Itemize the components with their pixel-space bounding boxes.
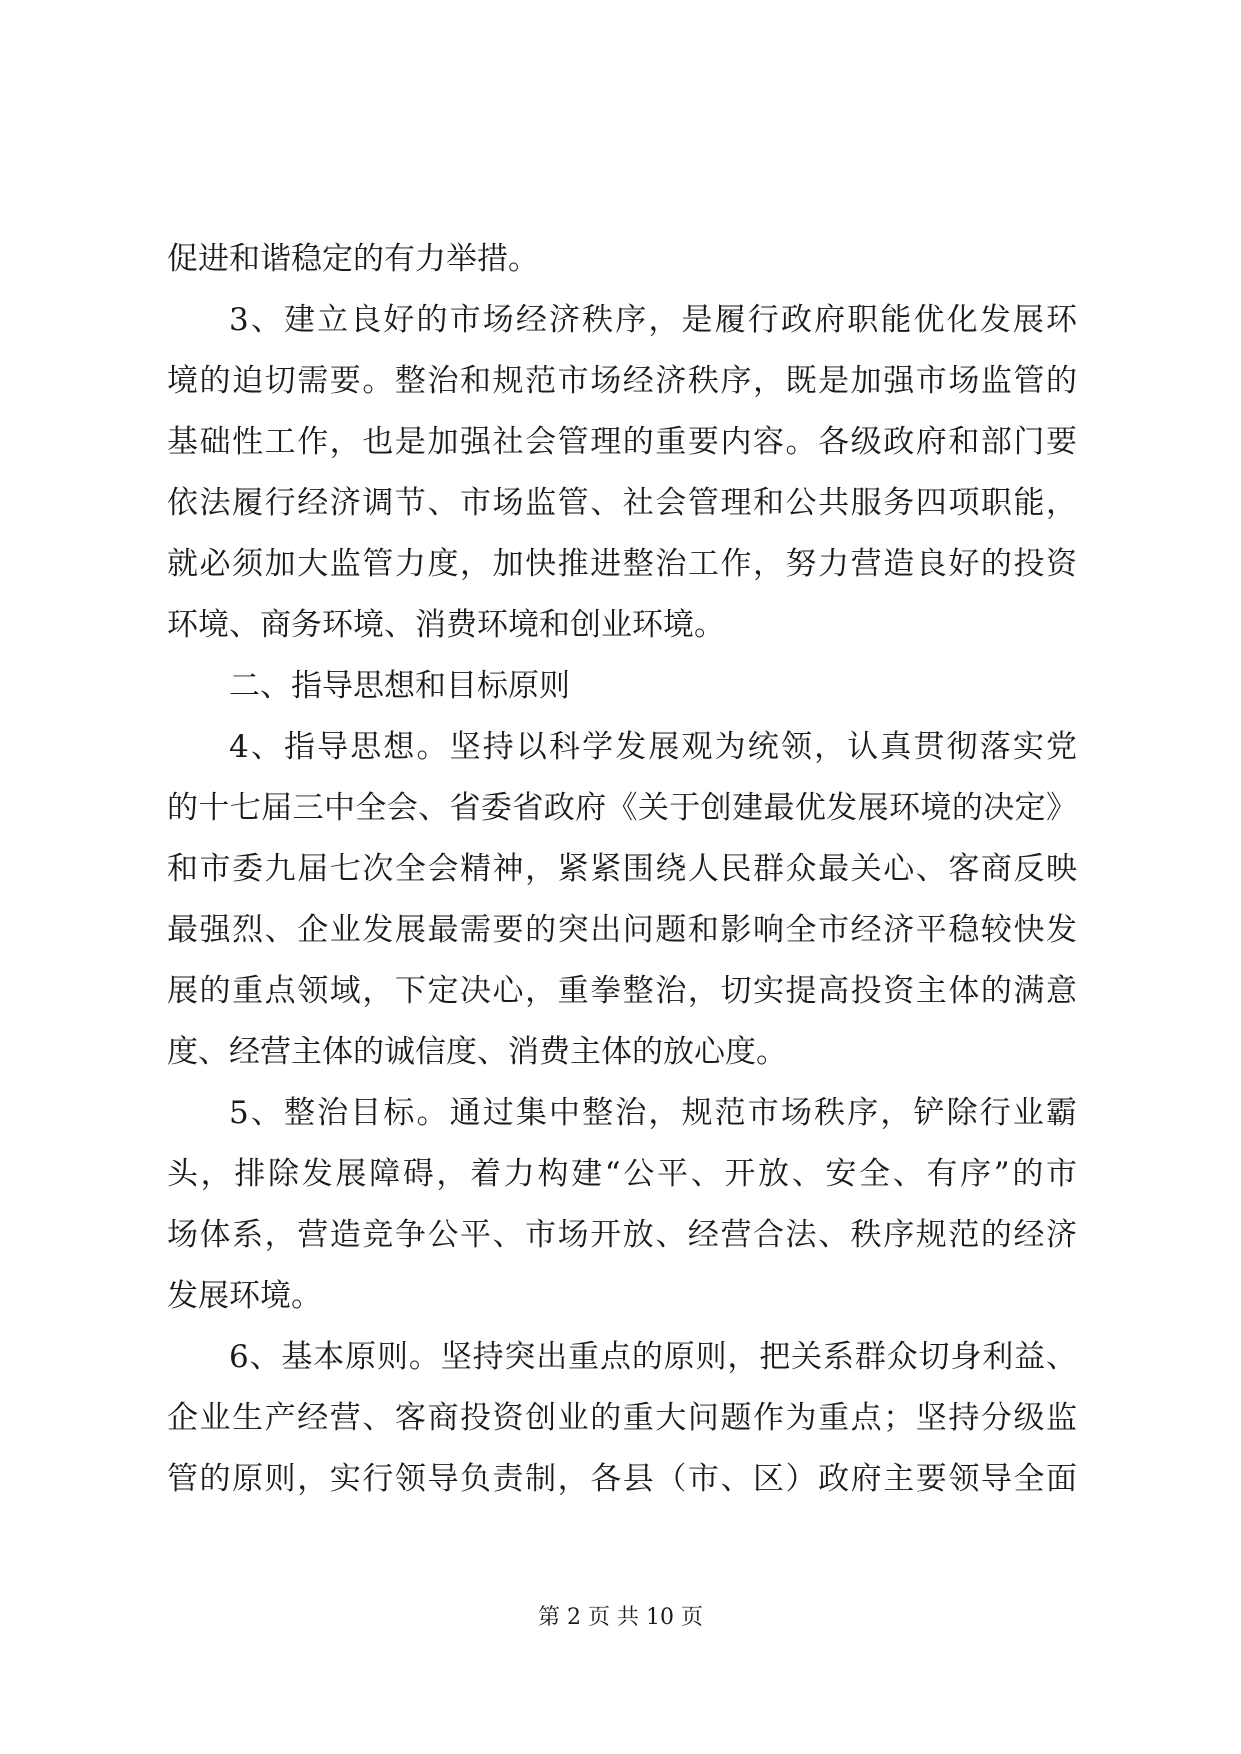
page-number-footer: 第 2 页 共 10 页 <box>538 1605 703 1630</box>
paragraph-line: 境的迫切需要。整治和规范市场经济秩序，既是加强市场监管的 <box>167 363 1077 399</box>
paragraph-line: 企业生产经营、客商投资创业的重大问题作为重点；坚持分级监 <box>167 1400 1077 1436</box>
paragraph-line: 头，排除发展障碍，着力构建“公平、开放、安全、有序”的市 <box>167 1156 1077 1192</box>
paragraph-line: 就必须加大监管力度，加快推进整治工作，努力营造良好的投资 <box>167 546 1077 582</box>
paragraph-line: 最强烈、企业发展最需要的突出问题和影响全市经济平稳较快发 <box>167 912 1077 948</box>
section-heading: 二、指导思想和目标原则 <box>229 668 570 704</box>
paragraph-line: 4、指导思想。坚持以科学发展观为统领，认真贯彻落实党 <box>229 729 1077 765</box>
document-body <box>167 229 1077 1510</box>
paragraph-line: 3、建立良好的市场经济秩序，是履行政府职能优化发展环 <box>229 302 1077 338</box>
paragraph-line: 管的原则，实行领导负责制，各县（市、区）政府主要领导全面 <box>167 1461 1077 1497</box>
paragraph-line: 的十七届三中全会、省委省政府《关于创建最优发展环境的决定》 <box>167 790 1077 826</box>
paragraph-line: 展的重点领域，下定决心，重拳整治，切实提高投资主体的满意 <box>167 973 1077 1009</box>
paragraph-line: 5、整治目标。通过集中整治，规范市场秩序，铲除行业霸 <box>229 1095 1077 1131</box>
paragraph-line: 基础性工作，也是加强社会管理的重要内容。各级政府和部门要 <box>167 424 1077 460</box>
paragraph-line: 发展环境。 <box>167 1278 322 1314</box>
paragraph-line: 6、基本原则。坚持突出重点的原则，把关系群众切身利益、 <box>229 1339 1077 1375</box>
paragraph-line: 环境、商务环境、消费环境和创业环境。 <box>167 607 725 643</box>
paragraph-line: 场体系，营造竞争公平、市场开放、经营合法、秩序规范的经济 <box>167 1217 1077 1253</box>
paragraph-line: 依法履行经济调节、市场监管、社会管理和公共服务四项职能， <box>167 485 1077 521</box>
paragraph-line: 和市委九届七次全会精神，紧紧围绕人民群众最关心、客商反映 <box>167 851 1077 887</box>
paragraph-line: 促进和谐稳定的有力举措。 <box>167 241 539 277</box>
paragraph-line: 度、经营主体的诚信度、消费主体的放心度。 <box>167 1034 787 1070</box>
